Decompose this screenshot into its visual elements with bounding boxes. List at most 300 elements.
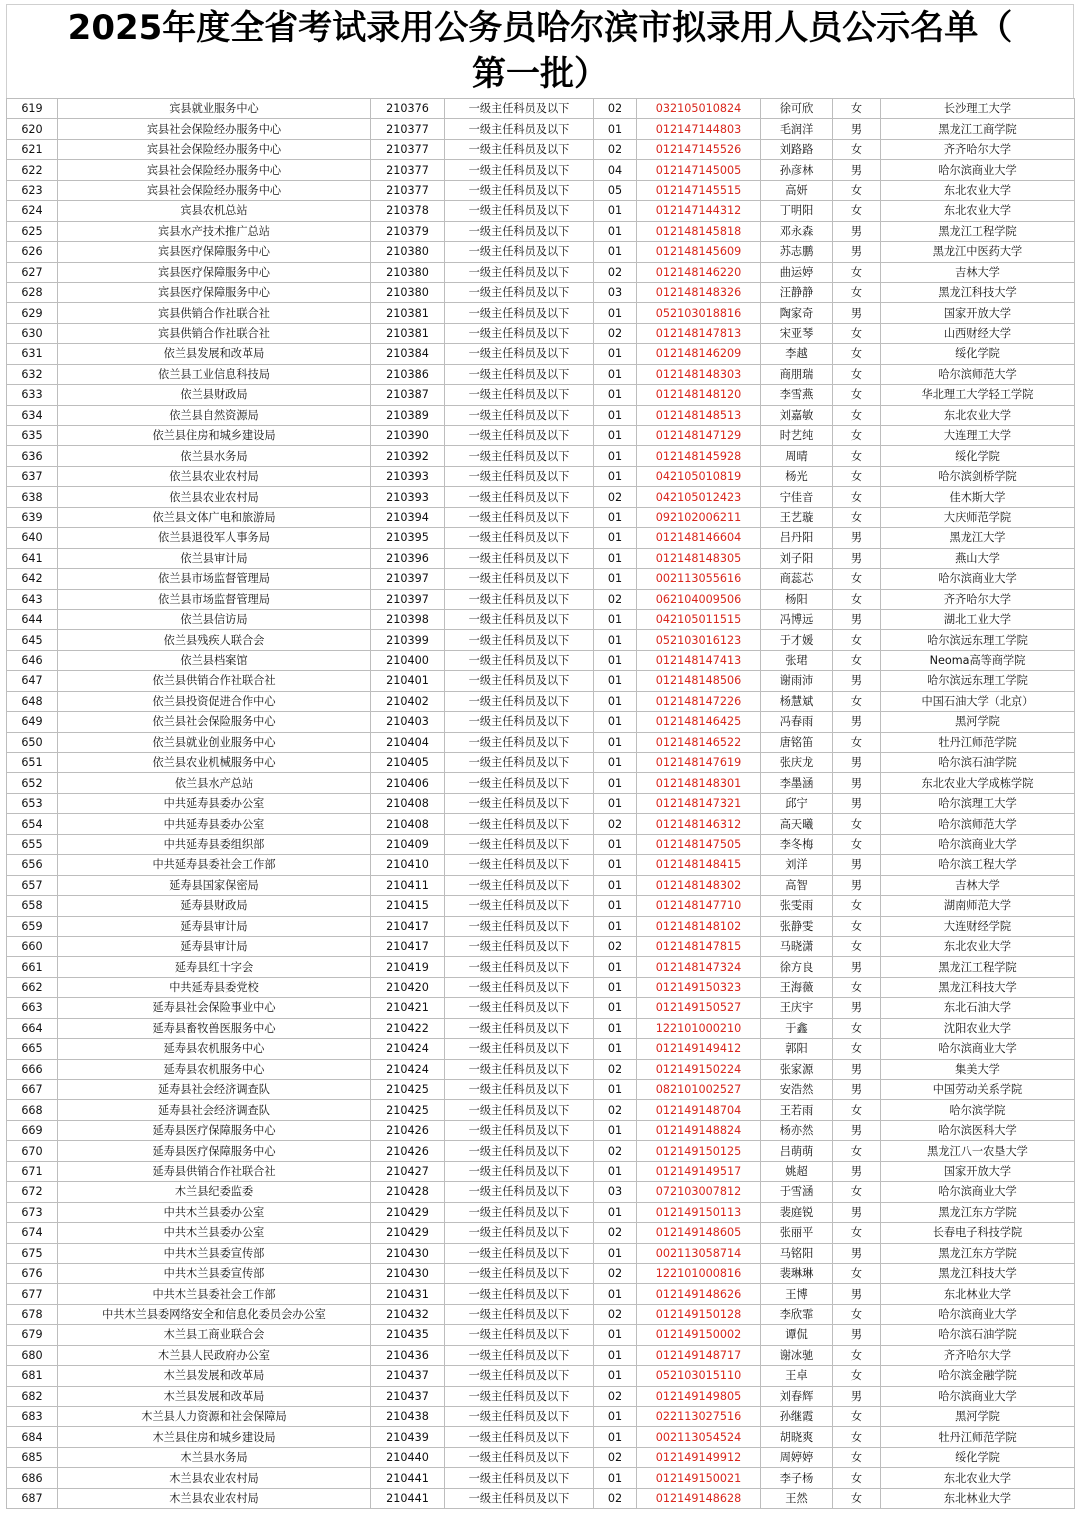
agency-cell: 延寿县畜牧兽医服务中心 [58,1018,371,1038]
name-cell: 马晓潇 [761,936,833,956]
position-seq-cell: 01 [594,998,637,1018]
gender-cell: 女 [833,99,881,119]
agency-cell: 中共木兰县委网络安全和信息化委员会办公室 [58,1304,371,1324]
gender-cell: 男 [833,1325,881,1345]
name-cell: 李越 [761,344,833,364]
exam-number-cell: 012148146220 [637,262,761,282]
table-row [7,180,1075,200]
exam-number-cell: 002113058714 [637,1243,761,1263]
gender-cell: 男 [833,1386,881,1406]
position-code-cell: 210399 [371,630,445,650]
position-code-cell: 210386 [371,364,445,384]
name-cell: 谢冰驰 [761,1345,833,1365]
position-code-cell: 210441 [371,1488,445,1508]
table-row [7,119,1075,139]
gender-cell: 男 [833,1284,881,1304]
position-name-cell: 一级主任科员及以下 [445,426,594,446]
table-row [7,323,1075,343]
school-cell: 哈尔滨医科大学 [881,1120,1075,1140]
index-cell: 637 [7,466,58,486]
position-code-cell: 210377 [371,180,445,200]
exam-number-cell: 012149149412 [637,1039,761,1059]
school-cell: 国家开放大学 [881,303,1075,323]
school-cell: 黑龙江东方学院 [881,1243,1075,1263]
position-code-cell: 210430 [371,1243,445,1263]
name-cell: 冯博远 [761,609,833,629]
table-row [7,896,1075,916]
exam-number-cell: 012149150527 [637,998,761,1018]
index-cell: 634 [7,405,58,425]
index-cell: 661 [7,957,58,977]
index-cell: 674 [7,1223,58,1243]
exam-number-cell: 012148145818 [637,221,761,241]
gender-cell: 女 [833,323,881,343]
position-name-cell: 一级主任科员及以下 [445,834,594,854]
name-cell: 刘路路 [761,139,833,159]
position-code-cell: 210396 [371,548,445,568]
position-code-cell: 210426 [371,1120,445,1140]
position-code-cell: 210398 [371,609,445,629]
table-row [7,1366,1075,1386]
position-code-cell: 210378 [371,201,445,221]
exam-number-cell: 122101000210 [637,1018,761,1038]
name-cell: 王若雨 [761,1100,833,1120]
school-cell: 黑河学院 [881,1407,1075,1427]
index-cell: 659 [7,916,58,936]
position-name-cell: 一级主任科员及以下 [445,1161,594,1181]
agency-cell: 延寿县社会经济调查队 [58,1080,371,1100]
table-row [7,712,1075,732]
exam-number-cell: 012148146312 [637,814,761,834]
exam-number-cell: 012149148704 [637,1100,761,1120]
school-cell: 长春电子科技学院 [881,1223,1075,1243]
agency-cell: 中共木兰县委社会工作部 [58,1284,371,1304]
position-name-cell: 一级主任科员及以下 [445,712,594,732]
position-code-cell: 210384 [371,344,445,364]
position-seq-cell: 02 [594,1386,637,1406]
position-code-cell: 210406 [371,773,445,793]
position-code-cell: 210427 [371,1161,445,1181]
exam-number-cell: 012149148605 [637,1223,761,1243]
agency-cell: 依兰县退役军人事务局 [58,528,371,548]
index-cell: 648 [7,691,58,711]
index-cell: 669 [7,1120,58,1140]
school-cell: 黑龙江中医药大学 [881,242,1075,262]
index-cell: 638 [7,487,58,507]
table-row [7,1182,1075,1202]
position-code-cell: 210387 [371,385,445,405]
gender-cell: 男 [833,119,881,139]
index-cell: 628 [7,282,58,302]
name-cell: 孙继霞 [761,1407,833,1427]
name-cell: 张雯雨 [761,896,833,916]
table-row [7,814,1075,834]
index-cell: 672 [7,1182,58,1202]
name-cell: 刘洋 [761,855,833,875]
position-name-cell: 一级主任科员及以下 [445,344,594,364]
position-seq-cell: 01 [594,916,637,936]
index-cell: 676 [7,1263,58,1283]
agency-cell: 木兰县农业农村局 [58,1488,371,1508]
position-code-cell: 210417 [371,916,445,936]
position-code-cell: 210441 [371,1468,445,1488]
table-row [7,99,1075,119]
table-row [7,1407,1075,1427]
position-seq-cell: 01 [594,609,637,629]
table-row [7,1120,1075,1140]
gender-cell: 女 [833,1468,881,1488]
position-seq-cell: 01 [594,426,637,446]
exam-number-cell: 032105010824 [637,99,761,119]
index-cell: 651 [7,753,58,773]
exam-number-cell: 062104009506 [637,589,761,609]
gender-cell: 女 [833,1345,881,1365]
index-cell: 670 [7,1141,58,1161]
index-cell: 624 [7,201,58,221]
index-cell: 668 [7,1100,58,1120]
school-cell: 哈尔滨商业大学 [881,834,1075,854]
exam-number-cell: 012149150224 [637,1059,761,1079]
agency-cell: 木兰县人民政府办公室 [58,1345,371,1365]
page-title [6,4,1074,98]
table-row [7,1039,1075,1059]
position-seq-cell: 01 [594,1039,637,1059]
position-code-cell: 210380 [371,262,445,282]
school-cell: Neoma高等商学院 [881,650,1075,670]
name-cell: 马铭阳 [761,1243,833,1263]
exam-number-cell: 012148148303 [637,364,761,384]
table-row [7,1427,1075,1447]
agency-cell: 依兰县住房和城乡建设局 [58,426,371,446]
table-row [7,936,1075,956]
position-code-cell: 210431 [371,1284,445,1304]
exam-number-cell: 012148148506 [637,671,761,691]
index-cell: 631 [7,344,58,364]
position-name-cell: 一级主任科员及以下 [445,1202,594,1222]
table-row [7,1488,1075,1508]
position-code-cell: 210377 [371,139,445,159]
exam-number-cell: 022113027516 [637,1407,761,1427]
name-cell: 时艺纯 [761,426,833,446]
position-code-cell: 210425 [371,1100,445,1120]
position-code-cell: 210425 [371,1080,445,1100]
gender-cell: 女 [833,385,881,405]
name-cell: 王卓 [761,1366,833,1386]
index-cell: 629 [7,303,58,323]
agency-cell: 依兰县工业信息科技局 [58,364,371,384]
position-code-cell: 210415 [371,896,445,916]
name-cell: 张珺 [761,650,833,670]
position-code-cell: 210404 [371,732,445,752]
position-seq-cell: 02 [594,1488,637,1508]
index-cell: 677 [7,1284,58,1304]
table-row [7,834,1075,854]
exam-number-cell: 042105010819 [637,466,761,486]
position-name-cell: 一级主任科员及以下 [445,528,594,548]
position-seq-cell: 01 [594,753,637,773]
table-row [7,1202,1075,1222]
position-seq-cell: 02 [594,139,637,159]
name-cell: 陶家奇 [761,303,833,323]
position-name-cell: 一级主任科员及以下 [445,548,594,568]
position-seq-cell: 02 [594,487,637,507]
table-row [7,1447,1075,1467]
position-name-cell: 一级主任科员及以下 [445,1304,594,1324]
school-cell: 山西财经大学 [881,323,1075,343]
index-cell: 666 [7,1059,58,1079]
index-cell: 683 [7,1407,58,1427]
index-cell: 630 [7,323,58,343]
position-seq-cell: 02 [594,1223,637,1243]
agency-cell: 中共延寿县委社会工作部 [58,855,371,875]
gender-cell: 女 [833,405,881,425]
school-cell: 黑龙江大学 [881,528,1075,548]
exam-number-cell: 002113055616 [637,569,761,589]
position-code-cell: 210410 [371,855,445,875]
table-row [7,998,1075,1018]
school-cell: 黑龙江八一农垦大学 [881,1141,1075,1161]
name-cell: 谭侃 [761,1325,833,1345]
gender-cell: 男 [833,1120,881,1140]
gender-cell: 男 [833,875,881,895]
name-cell: 王然 [761,1488,833,1508]
school-cell: 吉林大学 [881,262,1075,282]
gender-cell: 女 [833,1018,881,1038]
agency-cell: 依兰县财政局 [58,385,371,405]
agency-cell: 中共延寿县委组织部 [58,834,371,854]
index-cell: 665 [7,1039,58,1059]
school-cell: 佳木斯大学 [881,487,1075,507]
name-cell: 李雪燕 [761,385,833,405]
table-row [7,201,1075,221]
index-cell: 686 [7,1468,58,1488]
name-cell: 王艺璇 [761,507,833,527]
name-cell: 曲运婷 [761,262,833,282]
name-cell: 邓永森 [761,221,833,241]
roster-body [7,99,1075,1509]
exam-number-cell: 012148147226 [637,691,761,711]
school-cell: 黑龙江工商学院 [881,119,1075,139]
agency-cell: 依兰县发展和改革局 [58,344,371,364]
agency-cell: 延寿县社会经济调查队 [58,1100,371,1120]
position-seq-cell: 01 [594,1325,637,1345]
name-cell: 郭阳 [761,1039,833,1059]
school-cell: 哈尔滨远东理工学院 [881,671,1075,691]
name-cell: 李墨涵 [761,773,833,793]
exam-number-cell: 002113054524 [637,1427,761,1447]
index-cell: 639 [7,507,58,527]
position-code-cell: 210411 [371,875,445,895]
agency-cell: 木兰县水务局 [58,1447,371,1467]
roster-table [6,98,1075,1509]
position-seq-cell: 04 [594,160,637,180]
position-code-cell: 210381 [371,303,445,323]
position-code-cell: 210397 [371,569,445,589]
gender-cell: 男 [833,712,881,732]
agency-cell: 宾县就业服务中心 [58,99,371,119]
name-cell: 唐铭笛 [761,732,833,752]
agency-cell: 依兰县水产总站 [58,773,371,793]
agency-cell: 木兰县发展和改革局 [58,1386,371,1406]
exam-number-cell: 122101000816 [637,1263,761,1283]
agency-cell: 宾县社会保险经办服务中心 [58,160,371,180]
exam-number-cell: 012147145526 [637,139,761,159]
school-cell: 湖北工业大学 [881,609,1075,629]
gender-cell: 女 [833,569,881,589]
position-seq-cell: 01 [594,548,637,568]
gender-cell: 女 [833,201,881,221]
position-seq-cell: 01 [594,569,637,589]
agency-cell: 依兰县农业农村局 [58,466,371,486]
name-cell: 王博 [761,1284,833,1304]
table-row [7,691,1075,711]
position-name-cell: 一级主任科员及以下 [445,630,594,650]
position-code-cell: 210420 [371,977,445,997]
school-cell: 齐齐哈尔大学 [881,589,1075,609]
name-cell: 丁明阳 [761,201,833,221]
table-row [7,650,1075,670]
exam-number-cell: 012148145609 [637,242,761,262]
agency-cell: 宾县供销合作社联合社 [58,303,371,323]
position-name-cell: 一级主任科员及以下 [445,793,594,813]
name-cell: 高妍 [761,180,833,200]
position-name-cell: 一级主任科员及以下 [445,221,594,241]
position-code-cell: 210408 [371,793,445,813]
position-name-cell: 一级主任科员及以下 [445,507,594,527]
table-row [7,1161,1075,1181]
table-row [7,1100,1075,1120]
position-seq-cell: 02 [594,589,637,609]
position-code-cell: 210435 [371,1325,445,1345]
position-name-cell: 一级主任科员及以下 [445,671,594,691]
exam-number-cell: 052103015110 [637,1366,761,1386]
index-cell: 647 [7,671,58,691]
position-code-cell: 210417 [371,936,445,956]
position-name-cell: 一级主任科员及以下 [445,1141,594,1161]
agency-cell: 木兰县纪委监委 [58,1182,371,1202]
exam-number-cell: 012148148302 [637,875,761,895]
position-seq-cell: 01 [594,1366,637,1386]
exam-number-cell: 092102006211 [637,507,761,527]
position-seq-cell: 02 [594,1059,637,1079]
exam-number-cell: 012148147505 [637,834,761,854]
gender-cell: 男 [833,855,881,875]
school-cell: 黑龙江工程学院 [881,221,1075,241]
table-row [7,1468,1075,1488]
agency-cell: 依兰县审计局 [58,548,371,568]
position-seq-cell: 01 [594,875,637,895]
gender-cell: 男 [833,221,881,241]
name-cell: 汪静静 [761,282,833,302]
position-seq-cell: 01 [594,630,637,650]
name-cell: 裴庭锐 [761,1202,833,1222]
position-name-cell: 一级主任科员及以下 [445,1243,594,1263]
position-name-cell: 一级主任科员及以下 [445,1059,594,1079]
school-cell: 东北农业大学 [881,405,1075,425]
index-cell: 655 [7,834,58,854]
agency-cell: 宾县医疗保障服务中心 [58,282,371,302]
agency-cell: 中共延寿县委党校 [58,977,371,997]
school-cell: 黑龙江东方学院 [881,1202,1075,1222]
position-code-cell: 210439 [371,1427,445,1447]
table-row [7,1345,1075,1365]
exam-number-cell: 072103007812 [637,1182,761,1202]
agency-cell: 延寿县医疗保障服务中心 [58,1120,371,1140]
position-name-cell: 一级主任科员及以下 [445,385,594,405]
table-row [7,630,1075,650]
index-cell: 649 [7,712,58,732]
name-cell: 杨光 [761,466,833,486]
position-seq-cell: 01 [594,528,637,548]
gender-cell: 女 [833,1182,881,1202]
position-code-cell: 210393 [371,466,445,486]
name-cell: 李子杨 [761,1468,833,1488]
position-name-cell: 一级主任科员及以下 [445,262,594,282]
position-seq-cell: 01 [594,1161,637,1181]
exam-number-cell: 012147145515 [637,180,761,200]
position-code-cell: 210390 [371,426,445,446]
position-code-cell: 210424 [371,1059,445,1079]
position-code-cell: 210426 [371,1141,445,1161]
school-cell: 哈尔滨商业大学 [881,160,1075,180]
position-code-cell: 210429 [371,1202,445,1222]
table-row [7,528,1075,548]
school-cell: 吉林大学 [881,875,1075,895]
school-cell: 哈尔滨远东理工学院 [881,630,1075,650]
agency-cell: 中共延寿县委办公室 [58,814,371,834]
school-cell: 东北农业大学 [881,180,1075,200]
position-name-cell: 一级主任科员及以下 [445,1366,594,1386]
agency-cell: 木兰县人力资源和社会保障局 [58,1407,371,1427]
school-cell: 东北农业大学 [881,936,1075,956]
agency-cell: 木兰县农业农村局 [58,1468,371,1488]
table-row [7,242,1075,262]
position-name-cell: 一级主任科员及以下 [445,998,594,1018]
position-name-cell: 一级主任科员及以下 [445,119,594,139]
school-cell: 中国石油大学（北京） [881,691,1075,711]
position-seq-cell: 01 [594,385,637,405]
table-row [7,589,1075,609]
school-cell: 黑龙江科技大学 [881,1263,1075,1283]
name-cell: 吕丹阳 [761,528,833,548]
index-cell: 671 [7,1161,58,1181]
position-seq-cell: 01 [594,364,637,384]
agency-cell: 依兰县市场监督管理局 [58,569,371,589]
gender-cell: 女 [833,1141,881,1161]
position-seq-cell: 05 [594,180,637,200]
school-cell: 东北林业大学 [881,1488,1075,1508]
exam-number-cell: 012149150002 [637,1325,761,1345]
name-cell: 于雪涵 [761,1182,833,1202]
gender-cell: 女 [833,691,881,711]
position-seq-cell: 01 [594,977,637,997]
gender-cell: 男 [833,773,881,793]
agency-cell: 依兰县就业创业服务中心 [58,732,371,752]
gender-cell: 女 [833,282,881,302]
table-row [7,1243,1075,1263]
table-row [7,548,1075,568]
position-name-cell: 一级主任科员及以下 [445,957,594,977]
index-cell: 685 [7,1447,58,1467]
gender-cell: 女 [833,446,881,466]
position-code-cell: 210376 [371,99,445,119]
agency-cell: 中共木兰县委宣传部 [58,1263,371,1283]
position-code-cell: 210424 [371,1039,445,1059]
school-cell: 大连理工大学 [881,426,1075,446]
position-name-cell: 一级主任科员及以下 [445,1223,594,1243]
table-row [7,1018,1075,1038]
index-cell: 656 [7,855,58,875]
